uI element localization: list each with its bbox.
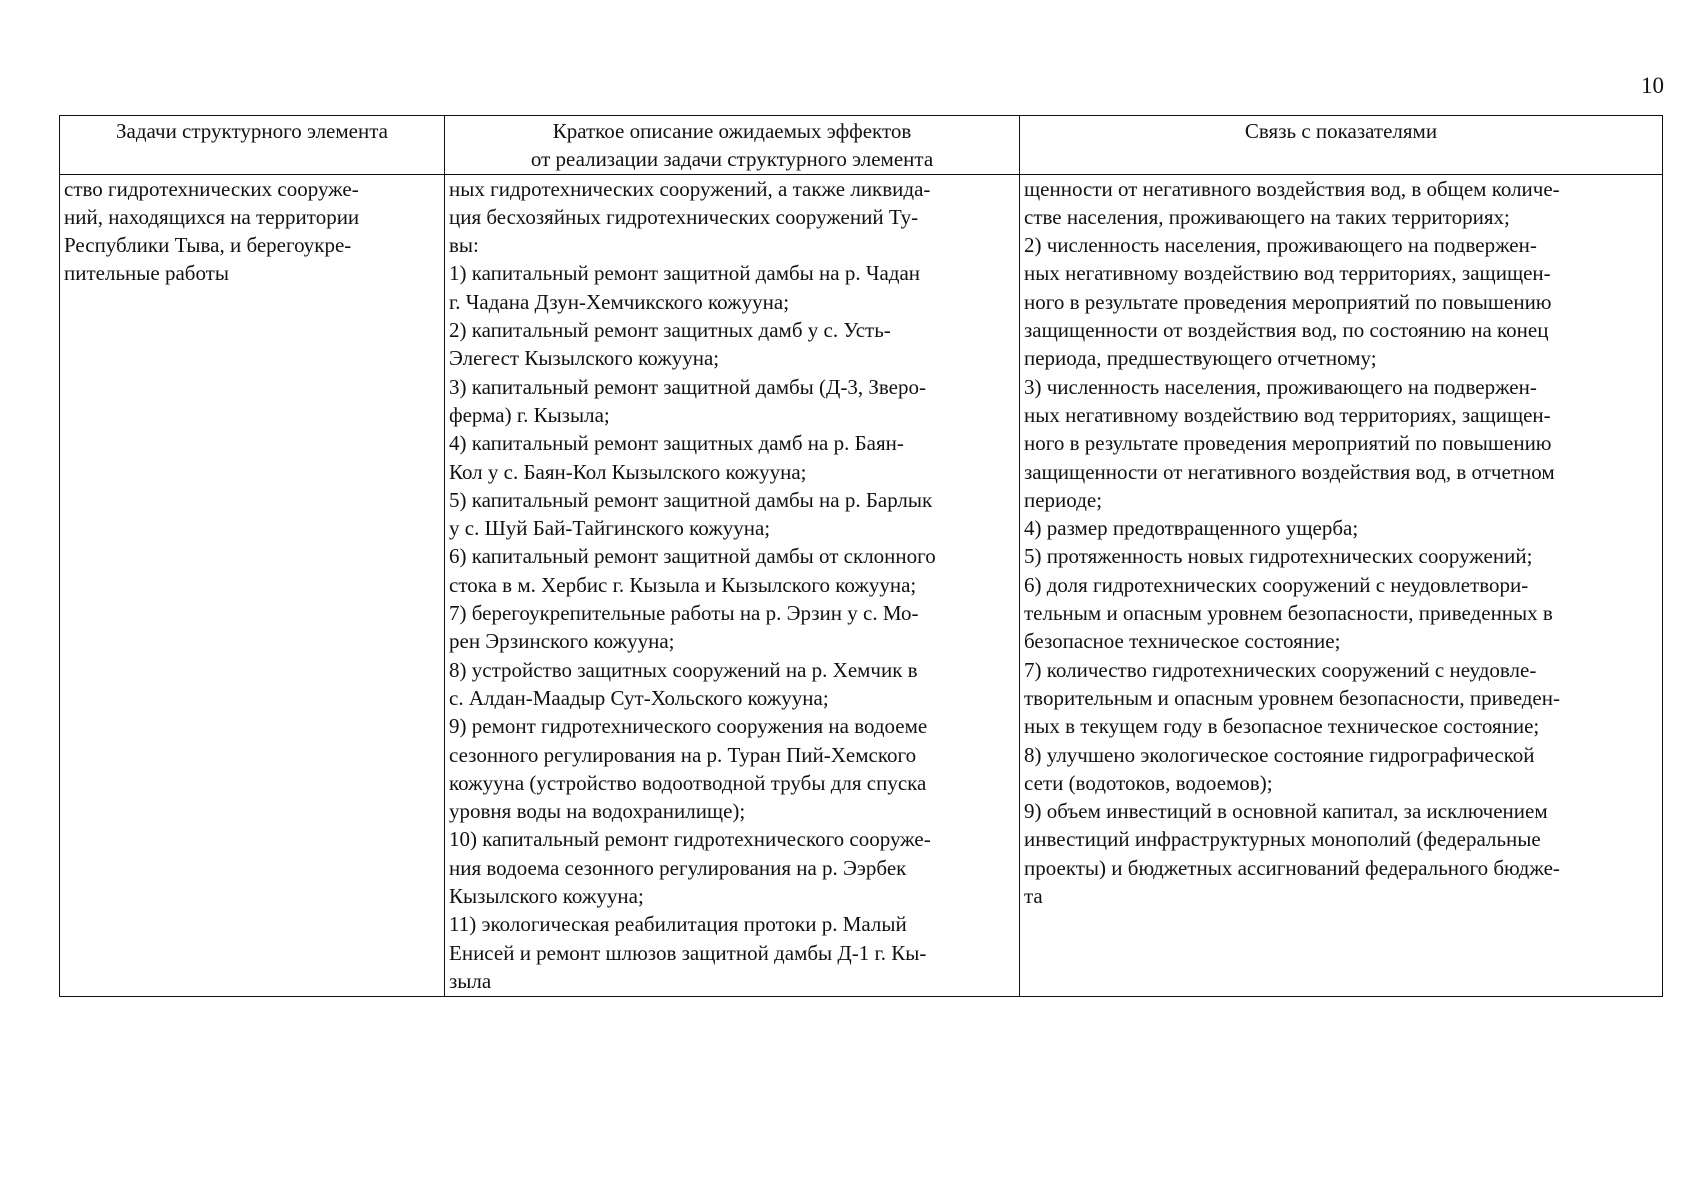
link-line: 8) улучшено экологическое состояние гидрографической: [1024, 742, 1535, 767]
page-number: 10: [1641, 73, 1664, 98]
link-line: 3) численность населения, проживающего на подвержен-: [1024, 374, 1537, 399]
link-line: защищенности от негативного воздействия вод, в отчетном: [1024, 459, 1555, 484]
effect-line: стока в м. Хербис г. Кызыла и Кызылского кожууна;: [449, 572, 917, 597]
link-line: щенности от негативного воздействия вод, в общем количе-: [1024, 176, 1560, 201]
link-line: ного в результате проведения мероприятий по повышению: [1024, 431, 1552, 456]
table-row: [60, 174, 1663, 997]
effect-line: Элегест Кызылского кожууна;: [449, 346, 720, 371]
link-line: тельным и опасным уровнем безопасности, приведенных в: [1024, 601, 1553, 626]
effect-line: кожууна (устройство водоотводной трубы для спуска: [449, 770, 927, 795]
effect-line: зыла: [449, 968, 492, 993]
effect-line: 3) капитальный ремонт защитной дамбы (Д-3, Зверо-: [449, 374, 926, 399]
effect-line: с. Алдан-Маадыр Сут-Хольского кожууна;: [449, 685, 829, 710]
header-links: [1020, 116, 1663, 175]
header-line: Краткое описание ожидаемых эффектов: [552, 119, 912, 143]
link-line: сети (водотоков, водоемов);: [1024, 770, 1273, 795]
link-line: защищенности от воздействия вод, по состоянию на конец: [1024, 318, 1549, 343]
link-line: ных негативному воздействию вод территориях, защищен-: [1024, 402, 1551, 427]
effect-line: 1) капитальный ремонт защитной дамбы на р. Чадан: [449, 261, 921, 286]
effect-line: вы:: [449, 233, 479, 258]
effect-line: 10) капитальный ремонт гидротехнического сооруже-: [449, 827, 931, 852]
effect-line: 7) берегоукрепительные работы на р. Эрзин у с. Мо-: [449, 601, 919, 626]
cell-links: [1020, 174, 1663, 997]
link-line: 5) протяженность новых гидротехнических сооружений;: [1024, 544, 1533, 569]
link-line: проекты) и бюджетных ассигнований федерального бюдже-: [1024, 855, 1560, 880]
effect-line: ния водоема сезонного регулирования на р. Ээрбек: [449, 855, 907, 880]
link-line: безопасное техническое состояние;: [1024, 629, 1341, 654]
effect-line: уровня воды на водохранилище);: [449, 799, 746, 824]
effect-line: ных гидротехнических сооружений, а также ликвида-: [449, 176, 931, 201]
effect-line: 8) устройство защитных сооружений на р. Хемчик в: [449, 657, 918, 682]
link-line: 9) объем инвестиций в основной капитал, за исключением: [1024, 799, 1548, 824]
link-line: ного в результате проведения мероприятий по повышению: [1024, 289, 1552, 314]
link-line: ных негативному воздействию вод территориях, защищен-: [1024, 261, 1551, 286]
link-line: стве населения, проживающего на таких территориях;: [1024, 204, 1510, 229]
link-line: инвестиций инфраструктурных монополий (федеральные: [1024, 827, 1541, 852]
effect-line: 5) капитальный ремонт защитной дамбы на р. Барлык: [449, 487, 933, 512]
effect-line: 9) ремонт гидротехнического сооружения на водоеме: [449, 714, 928, 739]
effect-line: 6) капитальный ремонт защитной дамбы от склонного: [449, 544, 936, 569]
header-effects: [445, 116, 1020, 175]
link-line: 6) доля гидротехнических сооружений с неудовлетвори-: [1024, 572, 1529, 597]
effect-line: ферма) г. Кызыла;: [449, 402, 610, 427]
effect-line: сезонного регулирования на р. Туран Пий-Хемского: [449, 742, 917, 767]
header-line: Связь с показателями: [1244, 119, 1438, 143]
cell-tasks: [60, 174, 445, 997]
header-tasks: [60, 116, 445, 175]
effect-line: рен Эрзинского кожууна;: [449, 629, 675, 654]
effect-line: 11) экологическая реабилитация протоки р. Малый: [449, 912, 907, 937]
task-line: ство гидротехнических сооруже-: [64, 176, 359, 201]
effect-line: Кызылского кожууна;: [449, 884, 644, 909]
link-line: периоде;: [1024, 487, 1103, 512]
link-line: ных в текущем году в безопасное техническое состояние;: [1024, 714, 1540, 739]
table-header-row: [60, 116, 1663, 175]
effect-line: 2) капитальный ремонт защитных дамб у с. Усть-: [449, 318, 891, 343]
task-line: пительные работы: [64, 261, 229, 286]
header-line: Задачи структурного элемента: [116, 119, 388, 143]
link-line: творительным и опасным уровнем безопасности, приведен-: [1024, 685, 1560, 710]
effect-line: Кол у с. Баян-Кол Кызылского кожууна;: [449, 459, 807, 484]
task-line: Республики Тыва, и берегоукре-: [64, 233, 352, 258]
link-line: 7) количество гидротехнических сооружений с неудовле-: [1024, 657, 1537, 682]
effect-line: г. Чадана Дзун-Хемчикского кожууна;: [449, 289, 790, 314]
link-line: периода, предшествующего отчетному;: [1024, 346, 1377, 371]
header-line: от реализации задачи структурного элемента: [530, 147, 934, 172]
cell-effects: [445, 174, 1020, 997]
link-line: 4) размер предотвращенного ущерба;: [1024, 516, 1359, 541]
effect-line: 4) капитальный ремонт защитных дамб на р. Баян-: [449, 431, 904, 456]
link-line: та: [1024, 884, 1043, 909]
indicators-table: [59, 115, 1663, 997]
task-line: ний, находящихся на территории: [64, 204, 360, 229]
link-line: 2) численность населения, проживающего на подвержен-: [1024, 233, 1537, 258]
effect-line: у с. Шуй Бай-Тайгинского кожууна;: [449, 516, 771, 541]
effect-line: ция бесхозяйных гидротехнических сооружений Ту-: [449, 204, 919, 229]
effect-line: Енисей и ремонт шлюзов защитной дамбы Д-1 г. Кы-: [449, 940, 927, 965]
